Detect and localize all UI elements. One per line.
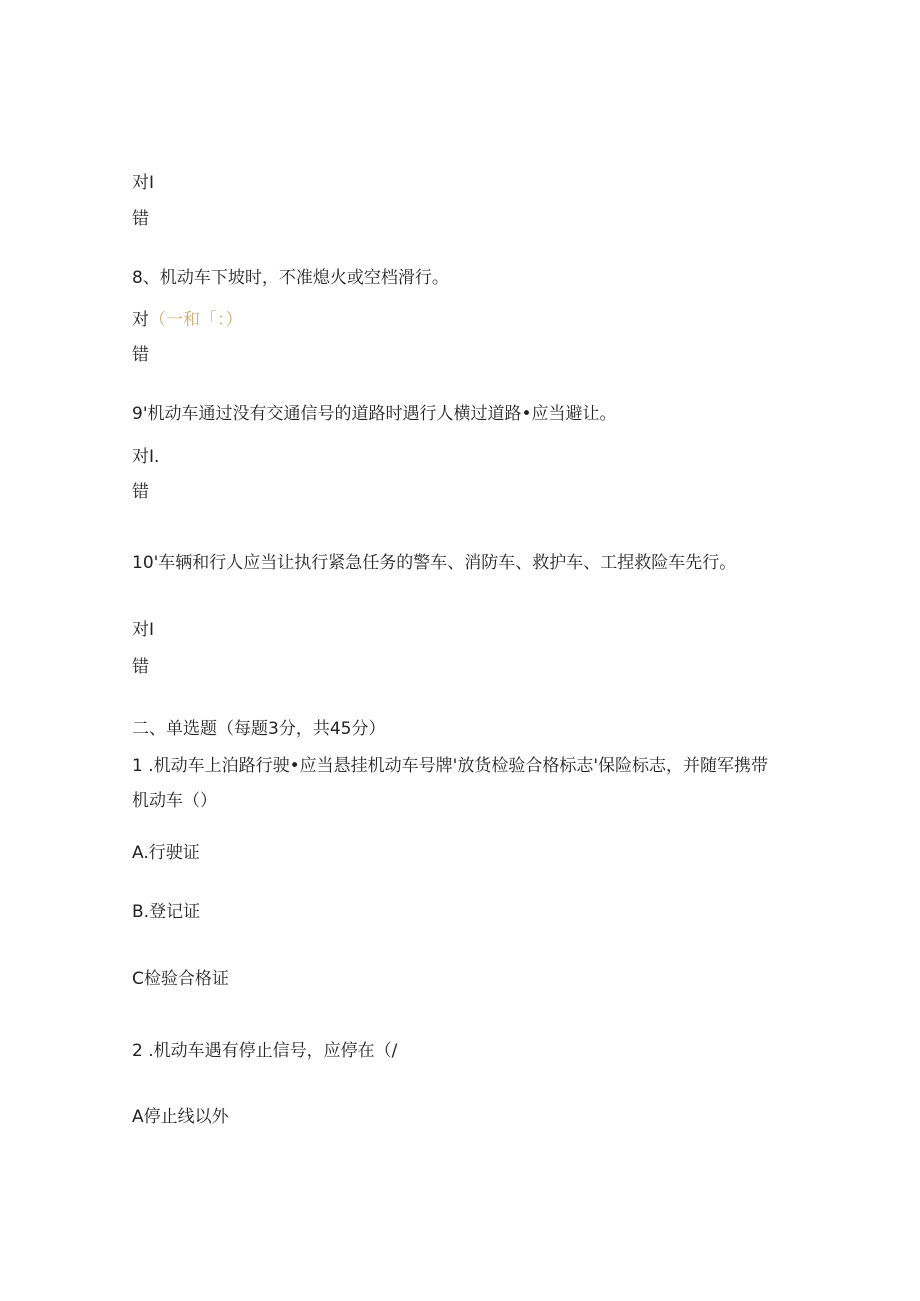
mc2-option-a: A停止线以外 (132, 1107, 229, 1127)
q9-option-false: 错 (132, 482, 149, 502)
mc1-option-a: A.行驶证 (132, 843, 200, 863)
q7-option-false: 错 (132, 209, 149, 229)
q8-option-true-label: 对 (132, 310, 149, 330)
q10-option-false: 错 (132, 657, 149, 677)
mc1-question-line2: 机动车（） (132, 791, 217, 811)
q9-option-true: 对I. (132, 447, 160, 467)
mc2-question: 2 .机动车遇有停止信号，应停在（/ (132, 1041, 398, 1061)
q8-answer-mark: （一和「：） (149, 310, 243, 330)
q8-option-true (132, 309, 243, 331)
q9-question: 9'机动车通过没有交通信号的道路时遇行人横过道路•应当避让。 (132, 404, 617, 424)
mc1-question-line1: 1 .机动车上泊路行驶•应当悬挂机动车号牌'放货检验合格标志'保险标志，并随军携带 (132, 756, 768, 776)
q10-option-true: 对I (132, 620, 155, 640)
section-2-heading: 二、单选题（每题3分，共45分） (132, 719, 386, 739)
mc1-option-b: B.登记证 (132, 902, 201, 922)
q7-option-true: 对I (132, 173, 155, 193)
q8-option-false: 错 (132, 345, 149, 365)
q8-question: 8、机动车下坡时，不准熄火或空档滑行。 (132, 268, 449, 288)
mc1-option-c: C检验合格证 (132, 969, 229, 989)
q10-question: 10'车辆和行人应当让执行紧急任务的警车、消防车、救护车、工捏救险车先行。 (132, 553, 737, 573)
